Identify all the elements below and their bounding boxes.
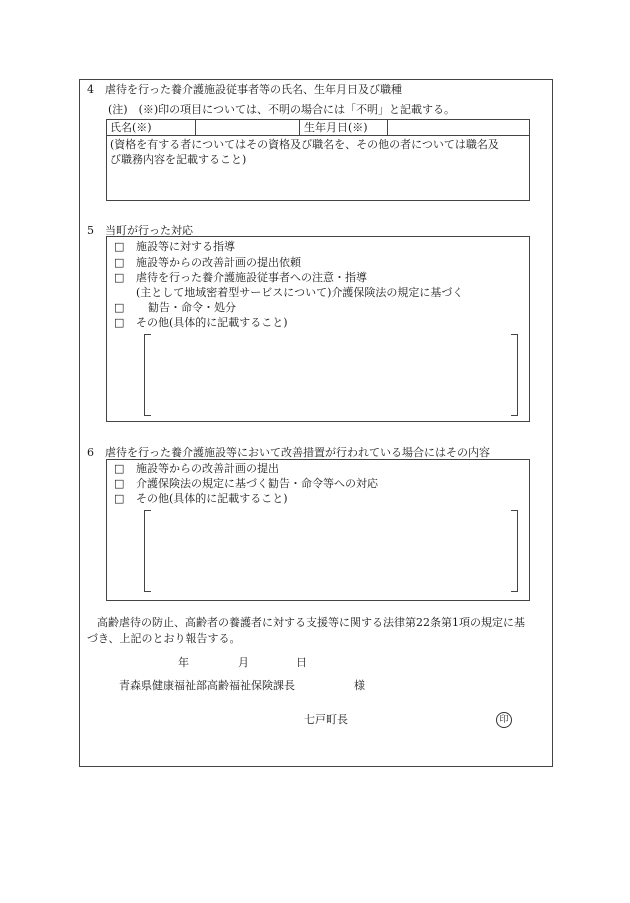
seal-icon: 印 — [496, 712, 512, 728]
name-value-field[interactable] — [196, 121, 296, 135]
name-label: 氏名(※) — [110, 121, 152, 134]
section4-note: (注) (※)印の項目については、不明の場合には「不明」と記載する。 — [108, 103, 455, 116]
birthdate-value-field[interactable] — [388, 121, 528, 135]
checkbox-plan-submission[interactable]: □ — [114, 462, 125, 475]
report-statement-line1: 高齢虐待の防止、高齢者の養護者に対する支援等に関する法律第22条第1項の規定に基 — [97, 616, 525, 629]
checkbox-other[interactable]: □ — [114, 316, 125, 329]
date-month-label: 月 — [238, 656, 249, 669]
section5-item-other: その他(具体的に記載すること) — [136, 316, 288, 329]
addressee-honorific: 様 — [354, 679, 365, 692]
addressee: 青森県健康福祉部高齢福祉保険課長 — [119, 679, 295, 692]
section4-instruction-line2: び職務内容を記載すること) — [110, 153, 247, 166]
qualification-field[interactable] — [110, 170, 526, 198]
checkbox-other-6[interactable]: □ — [114, 492, 125, 505]
checkbox-plan-request[interactable]: □ — [114, 256, 125, 269]
section5-item-caution: 虐待を行った養介護施設従事者への注意・指導 — [136, 271, 367, 284]
section5-item-community-note: (主として地域密着型サービスについて)介護保険法の規定に基づく — [136, 286, 464, 299]
sender-mayor: 七戸町長 — [304, 713, 348, 726]
section5-other-textarea[interactable] — [144, 334, 518, 416]
checkbox-law-response[interactable]: □ — [114, 477, 125, 490]
section6-item-law-response: 介護保険法の規定に基づく勧告・命令等への対応 — [136, 477, 378, 490]
section6-item-plan-submission: 施設等からの改善計画の提出 — [136, 462, 279, 475]
section5-item-recommendation: 勧告・命令・処分 — [148, 301, 236, 314]
left-bracket — [144, 334, 151, 416]
section5-heading: 5 当町が行った対応 — [87, 224, 193, 237]
left-bracket — [144, 510, 151, 592]
right-bracket — [511, 334, 518, 416]
section6-item-other: その他(具体的に記載すること) — [136, 492, 288, 505]
checkbox-guidance[interactable]: □ — [114, 240, 125, 253]
date-year-label: 年 — [178, 656, 189, 669]
section5-item-plan-request: 施設等からの改善計画の提出依頼 — [136, 256, 301, 269]
checkbox-caution[interactable]: □ — [114, 271, 125, 284]
date-day-label: 日 — [296, 656, 307, 669]
birthdate-label: 生年月日(※) — [304, 121, 368, 134]
section4-instruction-line1: (資格を有する者についてはその資格及び職名を、その他の者については職名及 — [110, 138, 499, 151]
right-bracket — [511, 510, 518, 592]
section6-heading: 6 虐待を行った養介護施設等において改善措置が行われている場合にはその内容 — [87, 446, 490, 459]
checkbox-recommendation[interactable]: □ — [114, 301, 125, 314]
section6-other-textarea[interactable] — [144, 510, 518, 592]
section5-item-guidance: 施設等に対する指導 — [136, 240, 235, 253]
section4-heading: 4 虐待を行った養介護施設従事者等の氏名、生年月日及び職種 — [87, 83, 402, 96]
report-statement-line2: づき、上記のとおり報告する。 — [87, 632, 241, 645]
